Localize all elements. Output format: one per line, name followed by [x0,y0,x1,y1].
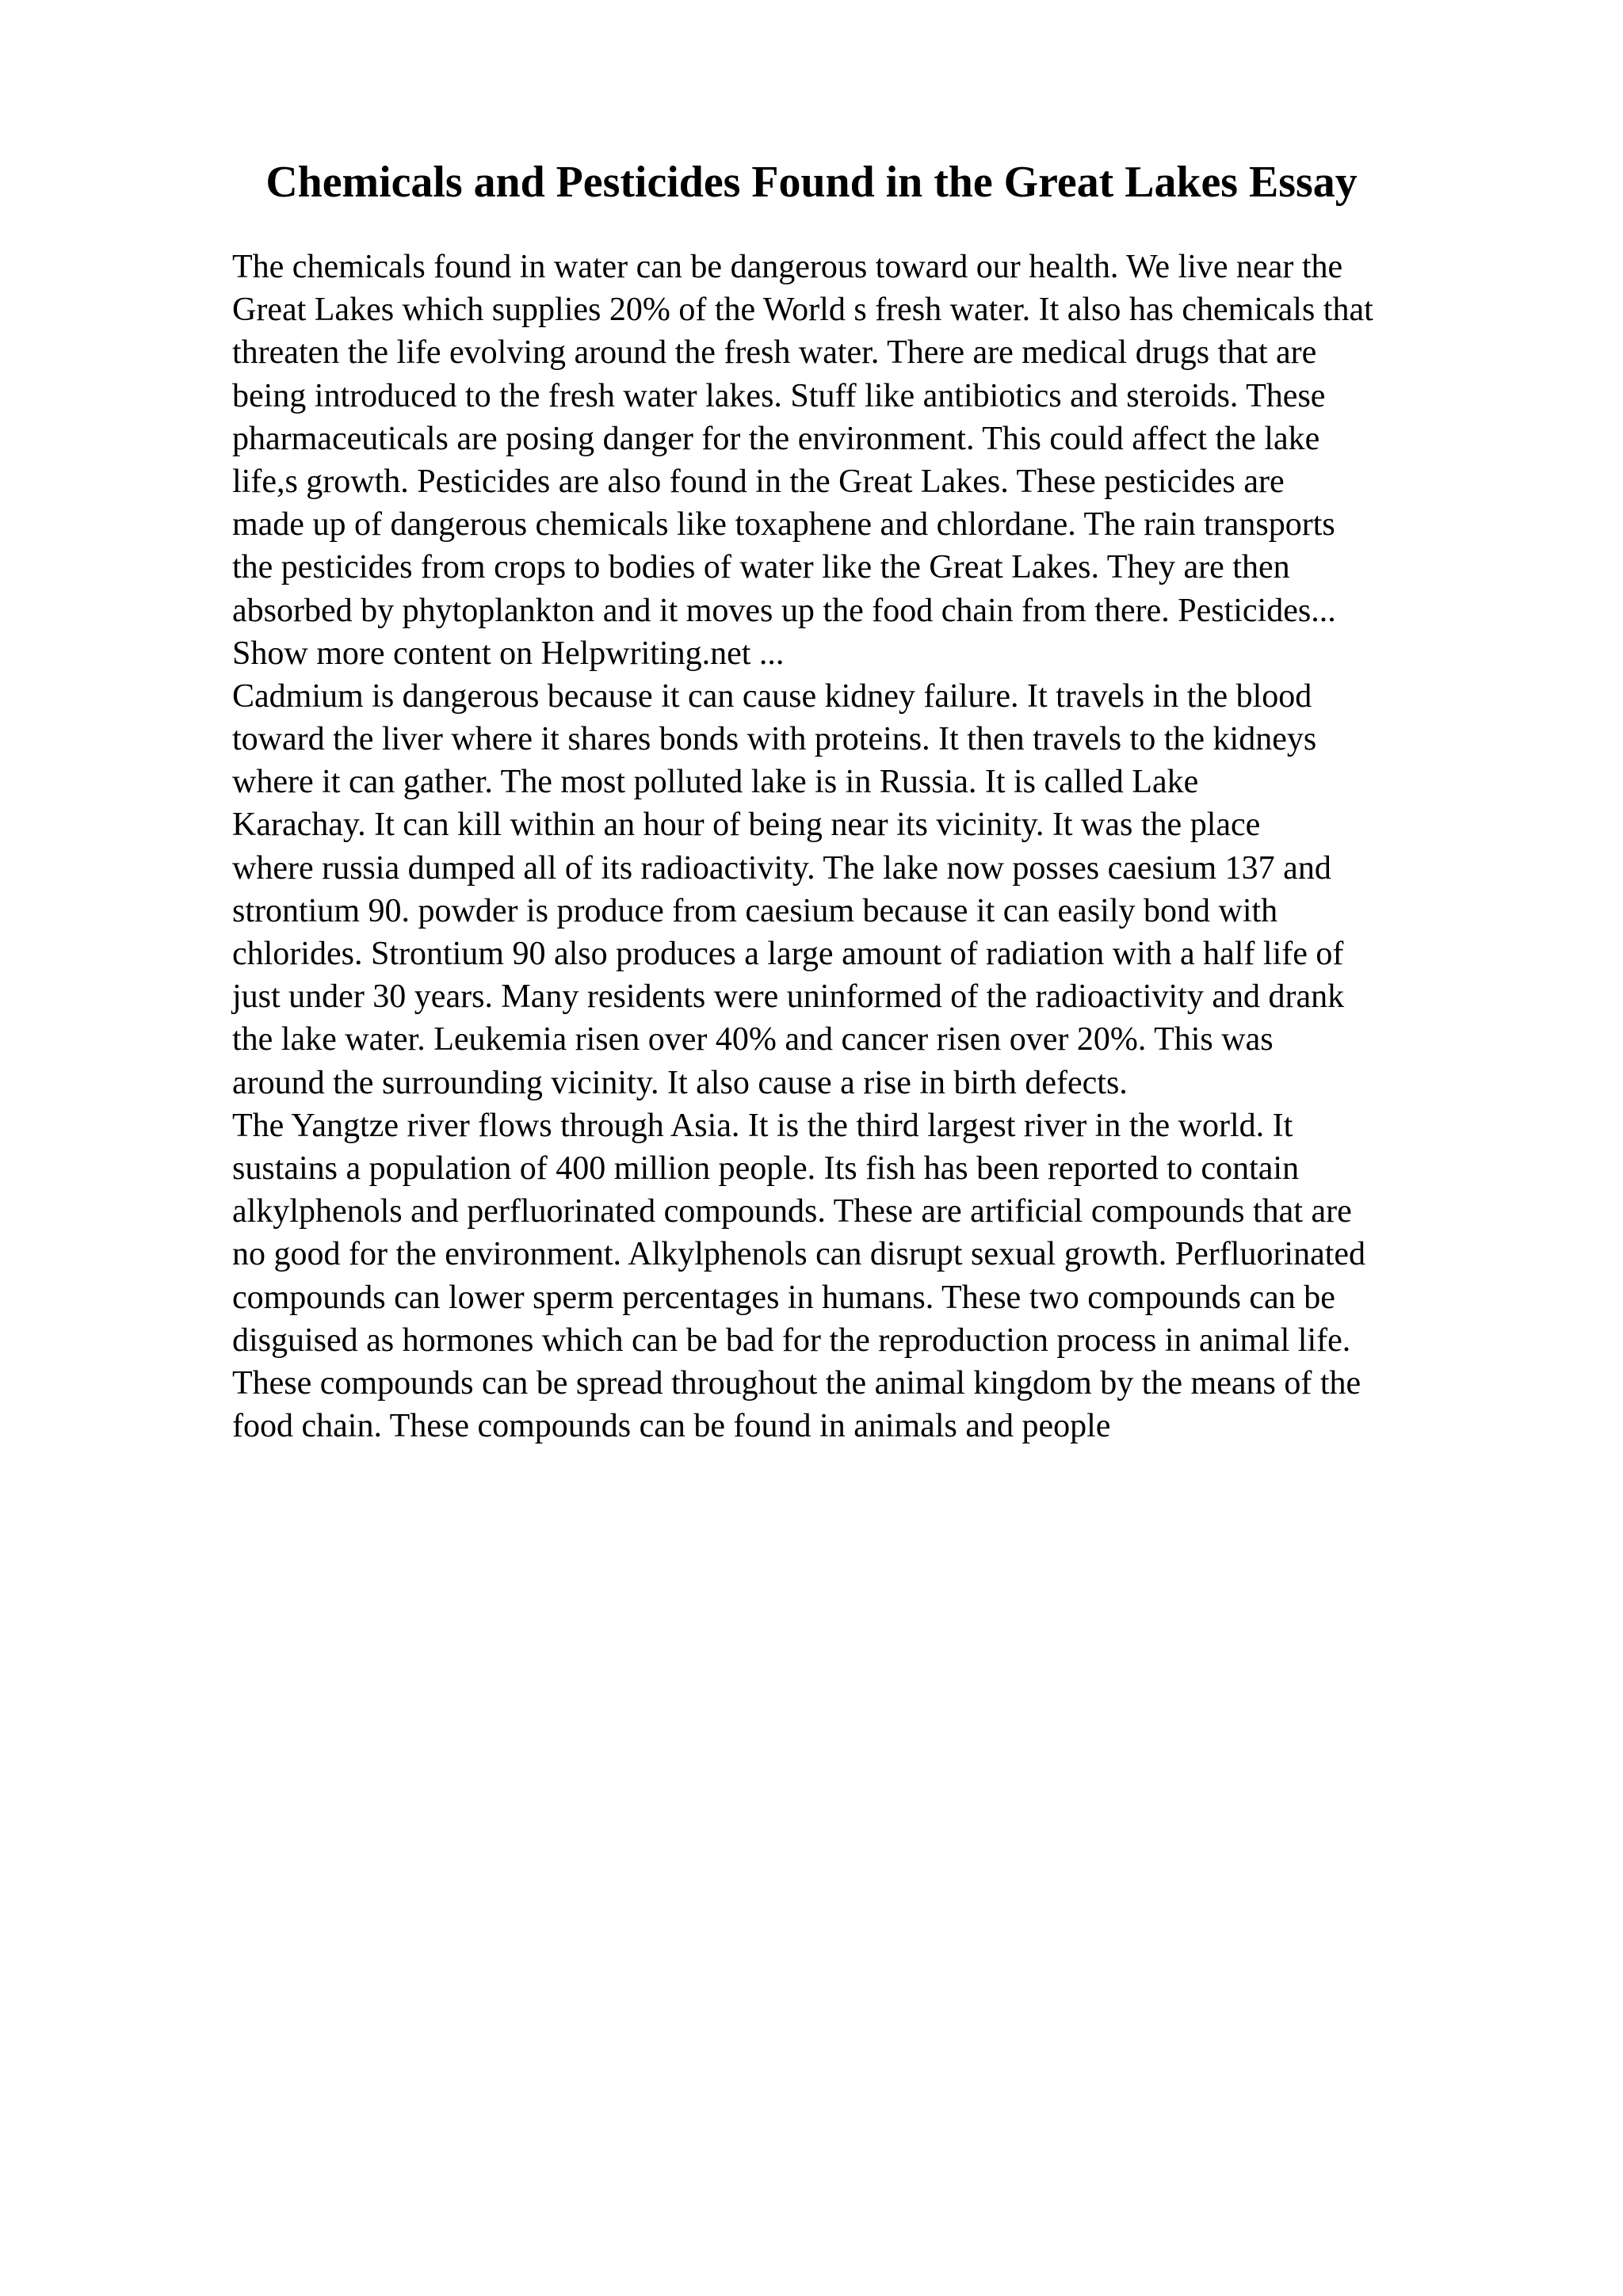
body-line-11: Cadmium is dangerous because it can cause kidney failure. It travels in the blood [232,677,1312,715]
body-line-14: Karachay. It can kill within an hour of being near its vicinity. It was the place [232,807,1261,844]
body-line-20: around the surrounding vicinity. It also cause a rise in birth defects. [232,1064,1128,1101]
body-line-3: threaten the life evolving around the fresh water. There are medical drugs that are [232,334,1317,372]
body-line-13: where it can gather. The most polluted lake is in Russia. It is called Lake [232,764,1199,801]
body-line-2: Great Lakes which supplies 20% of the World s fresh water. It also has chemicals that [232,292,1373,329]
body-line-6: life,s growth. Pesticides are also found in the Great Lakes. These pesticides are [232,463,1285,500]
body-line-9: absorbed by phytoplankton and it moves up the food chain from there. Pesticides... [232,592,1336,629]
body-line-19: the lake water. Leukemia risen over 40% and cancer risen over 20%. This was [232,1021,1274,1058]
body-line-22: sustains a population of 400 million people. Its fish has been reported to contain [232,1150,1300,1187]
body-line-26: disguised as hormones which can be bad for the reproduction process in animal life. [232,1322,1351,1359]
body-line-15: where russia dumped all of its radioactivity. The lake now posses caesium 137 and [232,849,1331,887]
body-line-1: The chemicals found in water can be dangerous toward our health. We live near the [232,249,1343,285]
show-more-link[interactable]: Show more content on Helpwriting.net ... [232,635,785,672]
body-line-25: compounds can lower sperm percentages in humans. These two compounds can be [232,1279,1335,1316]
body-line-8: the pesticides from crops to bodies of water like the Great Lakes. They are then [232,549,1290,586]
body-line-24: no good for the environment. Alkylphenols can disrupt sexual growth. Perfluorinated [232,1236,1366,1273]
body-line-12: toward the liver where it shares bonds with proteins. It then travels to the kidneys [232,721,1317,758]
body-line-21: The Yangtze river flows through Asia. It is the third largest river in the world. It [232,1107,1293,1144]
essay-title: Chemicals and Pesticides Found in the Great Lakes Essay [265,158,1358,207]
body-line-27: These compounds can be spread throughout the animal kingdom by the means of the [232,1364,1361,1402]
body-line-4: being introduced to the fresh water lakes. Stuff like antibiotics and steroids. These [232,377,1326,414]
body-line-28: food chain. These compounds can be found in animals and people [232,1408,1111,1445]
body-line-23: alkylphenols and perfluorinated compounds. These are artificial compounds that are [232,1193,1352,1230]
body-line-16: strontium 90. powder is produce from caesium because it can easily bond with [232,892,1278,929]
body-line-5: pharmaceuticals are posing danger for the environment. This could affect the lake [232,420,1320,457]
essay-body [232,246,1595,1447]
body-line-17: chlorides. Strontium 90 also produces a large amount of radiation with a half life of [232,936,1344,972]
body-line-18: just under 30 years. Many residents were uninformed of the radioactivity and drank [232,978,1345,1016]
body-line-7: made up of dangerous chemicals like toxaphene and chlordane. The rain transports [232,506,1335,543]
